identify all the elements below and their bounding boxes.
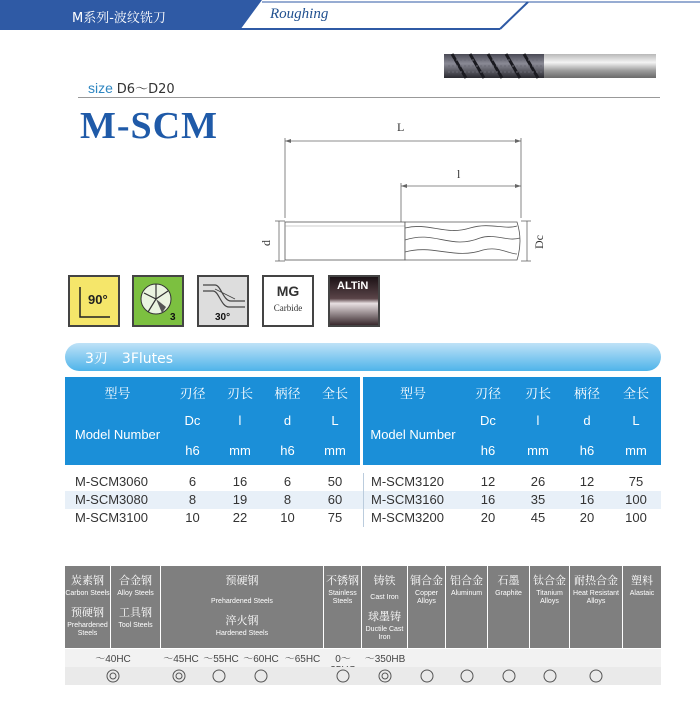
- spec-header-right: [363, 377, 661, 465]
- header-L-unit: mm: [324, 443, 346, 458]
- size-word: size: [88, 80, 113, 96]
- l-cell: 45: [530, 510, 546, 525]
- material-prehardened: 预硬钢 Prehardened Steels 淬火钢 Hardened Steels: [161, 566, 324, 648]
- model-cell: M-SCM3200: [371, 510, 444, 525]
- l-cell: 16: [232, 474, 248, 489]
- header-L-sym: L: [331, 413, 339, 428]
- tool-drawing: [255, 118, 555, 278]
- double-circle-icon: [172, 669, 186, 683]
- header-d-cn-r: 柄径: [573, 387, 600, 402]
- header-L-cn-r: 全长: [622, 387, 649, 402]
- header-l-sym: l: [238, 413, 242, 428]
- material-plastic: 塑料 Alastaic: [623, 566, 661, 648]
- suitability-row-bg: [65, 667, 661, 685]
- l-cell: 26: [530, 474, 546, 489]
- hardness-60hc: ～60HC: [243, 654, 279, 665]
- material-heat: 耐热合金 Heat Resistant Alloys: [570, 566, 623, 648]
- header-l-unit-r: mm: [527, 443, 549, 458]
- series-title-en: Roughing: [270, 6, 329, 22]
- size-label: [88, 78, 175, 97]
- header-dc-cn: 刃径: [179, 387, 206, 402]
- dim-L: [397, 120, 404, 134]
- material-icon: [262, 275, 314, 327]
- size-range: D6～D20: [116, 82, 175, 97]
- header-d-sym: d: [283, 413, 292, 428]
- dim-L-label: L: [397, 120, 405, 134]
- flutes-count: 3: [170, 312, 176, 323]
- helix-icon: [197, 275, 249, 327]
- l-cell: 22: [232, 510, 248, 525]
- model-cell: M-SCM3060: [75, 474, 148, 489]
- l-cell: 19: [232, 492, 248, 507]
- circle-icon: [589, 669, 603, 683]
- spec-header-left: [65, 377, 360, 465]
- circle-icon: [502, 669, 516, 683]
- model-cell: M-SCM3160: [371, 492, 444, 507]
- material-titanium: 钛合金 Titanium Alloys: [530, 566, 570, 648]
- series-title-cn: M系列-波纹铣刀: [72, 11, 166, 26]
- model-cell: M-SCM3080: [75, 492, 148, 507]
- hardness-65hc: ～65HC: [284, 654, 321, 665]
- header-dc-cn-r: 刃径: [474, 387, 501, 402]
- material-copper: 铜合金 Copper Alloys: [408, 566, 446, 648]
- model-cell: M-SCM3120: [371, 474, 444, 489]
- circle-icon: [543, 669, 557, 683]
- double-circle-icon: [378, 669, 392, 683]
- d-cell: 20: [579, 510, 595, 525]
- hardness-55hc: ～55HC: [203, 654, 239, 665]
- header-l-cn: 刃长: [226, 387, 253, 402]
- d-cell: 6: [283, 474, 292, 489]
- material-carbon: 炭素钢 Carbon Steels 预硬钢 Prehardened Steels: [65, 566, 111, 648]
- dim-dc-label: Dc: [532, 235, 546, 249]
- L-cell: 60: [327, 492, 343, 507]
- material-alloy: 合金钢 Alloy Steels 工具钢 Tool Steels: [111, 566, 161, 648]
- helix-value: 30°: [215, 312, 231, 323]
- header-d-tol: h6: [280, 443, 295, 458]
- L-cell: 100: [625, 492, 647, 507]
- material-aluminum: 铝合金 Aluminum: [446, 566, 488, 648]
- circle-icon: [420, 669, 434, 683]
- header-d-sym-r: d: [583, 413, 591, 428]
- header-d-tol-r: h6: [579, 443, 595, 458]
- L-cell: 100: [625, 510, 647, 525]
- header-dc-sym: Dc: [184, 413, 201, 428]
- header-L-unit-r: mm: [625, 443, 647, 458]
- dc-cell: 6: [188, 474, 197, 489]
- L-cell: 75: [327, 510, 343, 525]
- circle-icon: [254, 669, 268, 683]
- L-cell: 50: [327, 474, 343, 489]
- dc-cell: 10: [185, 510, 200, 525]
- header-model-cn: 型号: [104, 387, 131, 402]
- d-cell: 12: [579, 474, 595, 489]
- tool-photo: [444, 50, 656, 82]
- helix-angle-icon: [68, 275, 120, 327]
- dim-l-label: l: [457, 167, 461, 181]
- flutes-bar-label: 3刃 3Flutes: [85, 351, 174, 367]
- d-cell: 10: [280, 510, 295, 525]
- model-cell: M-SCM3100: [75, 510, 148, 525]
- dc-cell: 12: [480, 474, 496, 489]
- double-circle-icon: [106, 669, 120, 683]
- dc-cell: 20: [480, 510, 496, 525]
- coating-name: ALTiN: [337, 280, 369, 292]
- dc-cell: 8: [188, 492, 197, 507]
- hardness-350hb: ～350HB: [364, 654, 406, 665]
- hardness-45hc: ～45HC: [163, 654, 199, 665]
- dim-d-label: d: [259, 240, 273, 246]
- table-divider: [363, 473, 364, 527]
- model-name: M-SCM: [80, 105, 218, 147]
- hardness-35hc: 0～: [335, 654, 351, 665]
- header-l-cn-r: 刃长: [524, 387, 551, 402]
- header-dc-sym-r: Dc: [480, 413, 496, 428]
- material-graphite: 石墨 Graphite: [488, 566, 530, 648]
- size-divider: [78, 97, 660, 98]
- header-L-sym-r: L: [632, 413, 640, 428]
- dc-cell: 16: [480, 492, 496, 507]
- flutes-bar: [65, 343, 661, 371]
- circle-icon: [212, 669, 226, 683]
- d-cell: 16: [579, 492, 595, 507]
- material-code: MG: [276, 283, 300, 299]
- header-l-sym-r: l: [536, 413, 540, 428]
- header-model-en-r: Model Number: [370, 427, 456, 442]
- material-table: [65, 566, 661, 686]
- flutes-icon: [132, 275, 184, 327]
- material-castiron: 铸铁 Cast Iron 球墨铸 Ductile Cast Iron: [362, 566, 408, 648]
- hardness-40hc: ～40HC: [95, 654, 131, 665]
- helix-angle-value: 90°: [88, 292, 108, 307]
- circle-icon: [336, 669, 350, 683]
- header-dc-tol: h6: [185, 443, 200, 458]
- coating-icon: [328, 275, 380, 327]
- L-cell: 75: [628, 474, 644, 489]
- header-model-en: Model Number: [74, 427, 161, 442]
- material-name: Carbide: [273, 303, 303, 313]
- circle-icon: [460, 669, 474, 683]
- header-model-cn-r: 型号: [399, 387, 426, 402]
- material-stainless: 不锈钢 Stainless Steels: [324, 566, 362, 648]
- header-l-unit: mm: [229, 443, 251, 458]
- header-L-cn: 全长: [321, 387, 348, 402]
- l-cell: 35: [530, 492, 546, 507]
- header-d-cn: 柄径: [274, 387, 301, 402]
- header-dc-tol-r: h6: [480, 443, 496, 458]
- d-cell: 8: [283, 492, 292, 507]
